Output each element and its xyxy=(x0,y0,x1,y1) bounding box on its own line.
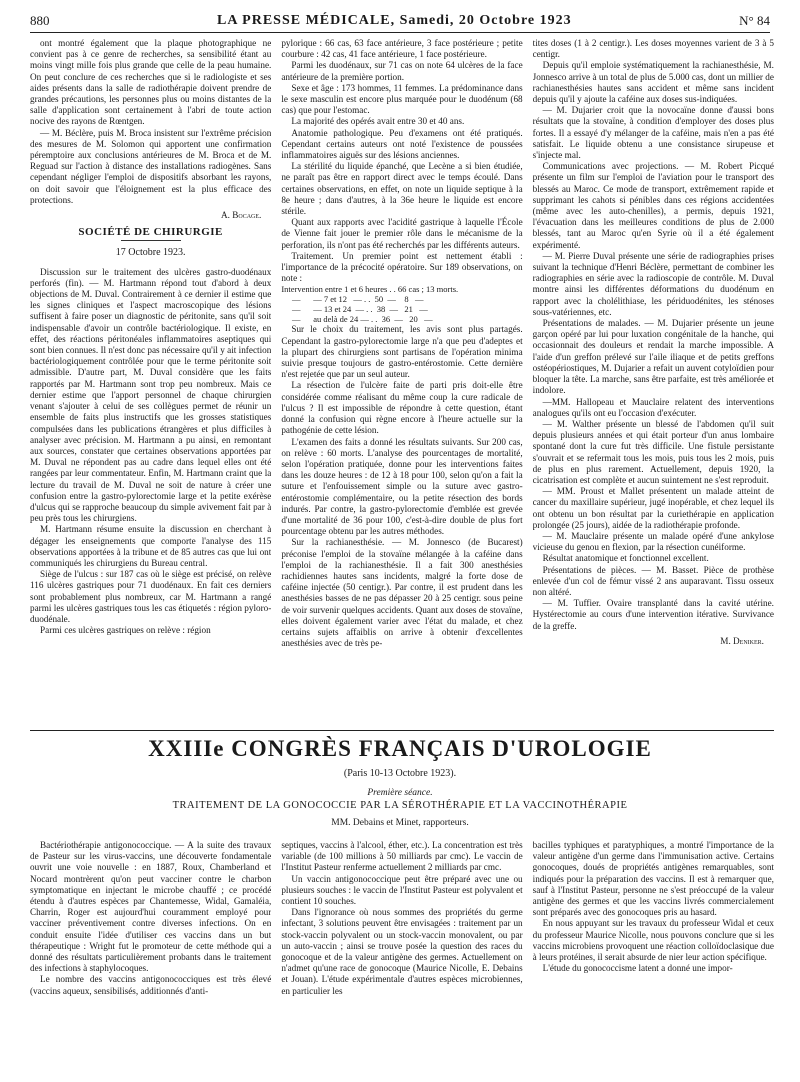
paragraph: Traitement. Un premier point est nettement établi : l'importance de la précocité opératoire. Sur 189 observations, on note : xyxy=(281,250,523,284)
bottom-column-1 xyxy=(30,840,271,1076)
paragraph: M. Hartmann résume ensuite la discussion en cherchant à dégager les enseignements que comporte l'analyse des 115 observations apportées à la tribune et de 85 autres cas que lui ont communiqués les chirurgiens du Bureau central. xyxy=(30,524,272,568)
paragraph: septiques, vaccins à l'alcool, éther, etc.). La concentration est très variable (de 100 millions à 50 milliards par cmc). Le vaccin de l'Institut Pasteur renferme actuellement 2 milliards par cmc. xyxy=(281,840,523,873)
paragraph: Résultat anatomique et fonctionnel excellent. xyxy=(542,553,709,564)
page-header xyxy=(30,10,770,33)
bottom-columns xyxy=(30,840,774,1076)
paragraph: Le nombre des vaccins antigonococciques est très élevé (vaccins aqueux, sensibilisés, additionnés d'anti- xyxy=(30,974,272,996)
paragraph: Présentations de pièces. — M. Basset. Pièce de prothèse enlevée d'un col de fémur vissé 2 ans auparavant. Tissu osseux non altéré. xyxy=(532,564,774,597)
table-row: — — 13 et 24 — . . 38 — 21 — xyxy=(281,304,428,315)
page-number: 880 xyxy=(30,13,50,28)
journal-title: LA PRESSE MÉDICALE, Samedi, 20 Octobre 1923 xyxy=(216,13,572,28)
paragraph: Parmi les duodénaux, sur 71 cas on note 64 ulcères de la face antérieure de la première portion. xyxy=(281,60,523,82)
paragraph: bacilles typhiques et paratyphiques, a montré l'importance de la valeur antigène d'un germe dans l'immunisation active. Certains gonocoques, doués de propriétés antigènes remarquables, sont indiqués pour la préparation des vaccins. Il est à remarquer que, sauf à l'Institut Pasteur, personne ne s'est préoccupé de la valeur antigène des germes et que les vaccins livrés commercialement sont préparés avec des gonocoques pris au hasard. xyxy=(532,840,774,918)
article-title: TRAITEMENT DE LA GONOCOCCIE PAR LA SÉROTHÉRAPIE ET LA VACCINOTHÉRAPIE xyxy=(172,800,628,811)
paragraph: Siège de l'ulcus : sur 187 cas où le siège est précisé, on relève 116 ulcères gastriques pour 71 duodénaux. En fait ces derniers sont probablement plus nombreux, car M. Hartmann a rangé parmi les ulcères gastriques tous les cas étiquetés : région pyloro-duodénale. xyxy=(30,569,272,624)
paragraph: Quant aux rapports avec l'acidité gastrique à laquelle l'École de Vienne fait jouer le premier rôle dans le mécanisme de la perforation, ils n'ont pas été recherchés par les différents auteurs. xyxy=(281,217,523,250)
signature: M. Deniker. xyxy=(720,635,764,646)
paragraph: Discussion sur le traitement des ulcères gastro-duodénaux perforés (fin). — M. Hartmann répond tout d'abord à deux objections de M. Duval. Contrairement à ce dernier il estime que les signes cliniques et l'aspect macroscopique des lésions suffisent à faire poser un diagnostic de péritonite, sans qu'il soit indispensable d'avoir un contrôle bactériologique. Il existe, en effet, des réactions péritonéales inflammatoires aseptiques qui sont bien connues. Il n'est donc pas nécessaire qu'il y ait infection bactériologiquement contrôlée pour que le terme péritonite soit admissible. D'autre part, M. Duval considère que les faits rapportés par M. Hartmann sont trop peu nombreux. Mais ce dernier estime que l'apport personnel de chaque chirurgien venant s'ajouter à celui de ses collègues permet de réunir un ensemble de faits plus instructifs que les grosses statistiques compulsées dans les publications étrangères et plus difficiles à analyser avec précision. M. Hartmann a pu ainsi, en remontant aux sources, constater que certaines observations apportées par M. Duval ne répondent pas au cadre dans lequel elles ont été rangées par leur commentateur. Enfin, M. Hartmann craint que la lecture du travail de M. Duval ne soit de nature à créer une confusion entre la gastro-pylorectomie large et la petite exérèse d'ulcus qui se rapproche beaucoup du simple avivement fait par à peu près tous les chirurgiens. xyxy=(30,266,272,524)
paragraph: — M. Béclère, puis M. Broca insistent sur l'extrême précision des mesures de M. Solomon qui apportent une confirmation péremptoire aux conclusions antérieures de M. Broca et de M. Reguad sur l'action à distance des installations radiogènes. Sans cependant négliger l'emploi de dispositifs absorbant les rayons, on doit savoir que l'éloignement est la plus efficace des protections. xyxy=(30,127,272,205)
session-label: Première séance. xyxy=(367,788,433,798)
paragraph: pylorique : 66 cas, 63 face antérieure, 3 face postérieure ; petite courbure : 42 cas, 41 face antérieure, 1 face postérieure. xyxy=(281,38,523,60)
paragraph: En nous appuyant sur les travaux du professeur Widal et ceux du professeur Maurice Nicolle, nous pouvons conclure que si les vaccins microbiens provoquent une réaction colloïdoclasique due à leurs protéines, il serait absurde de nier leur action spécifique. xyxy=(532,918,774,963)
paragraph: tites doses (1 à 2 centigr.). Les doses moyennes varient de 3 à 5 centigr. xyxy=(532,38,774,60)
paragraph: L'étude du gonococcisme latent a donné une impor- xyxy=(542,963,733,974)
paragraph: Bactériothérapie antigonococcique. — A la suite des travaux de Pasteur sur les virus-vaccins, une découverte fondamentale ouvrit une voie nouvelle : en 1887, Roux, Chamberland et Nocard montrèrent qu'on peut vacciner contre le charbon symptomatique en injectant le microbe chauffé ; ce procédé étendu à d'autres espèces par Chantemesse, Widal, Gamaléia, Charrin, Roger est aujourd'hui couramment employé pour vacciner préventivement contre diverses infections. On en conduit ensuite l'idée d'utiliser ces vaccins dans un but thérapeutique : Wright fut le promoteur de cette méthode qui a donné des résultats particulièrement probants dans le traitement des infections à staphylocoques. xyxy=(30,840,272,974)
section-divider xyxy=(121,240,181,241)
paragraph: — M. Dujarier croit que la novocaïne donne d'aussi bons résultats que la stovaïne, à condition d'employer des doses plus fortes. Il a essayé d'y mélanger de la caféine, mais n'en a pas été satisfait. Le liquide obtenu a une consistance sirupeuse et s'injecte mal. xyxy=(532,105,774,161)
bottom-column-3 xyxy=(533,840,774,1076)
column-3 xyxy=(533,38,774,728)
bottom-column-2 xyxy=(281,840,522,1076)
section-title: SOCIÉTÉ DE CHIRURGIE xyxy=(78,226,223,239)
paragraph: — M. Mauclaire présente un malade opéré d'une ankylose vicieuse du genou en flexion, par la résection cunéiforme. xyxy=(532,530,774,553)
table-row: Intervention entre 1 et 6 heures . . 66 cas ; 13 morts. xyxy=(281,284,459,295)
paragraph: Dans l'ignorance où nous sommes des propriétés du germe infectant, 3 solutions peuvent être envisagées : traitement par un stock-vaccin polyvalent ou un stock-vaccin monovalent, ou par un auto-vaccin ; ainsi se trouve posée la question des races du gonocoque et de la valeur antigène des germes. Actuellement on n'admet qu'une race de gonocoque (Maurice Nicolle, E. Debains et Jouan). L'étude expérimentale d'autres espèces microbiennes, en particulier les xyxy=(281,907,523,996)
horizontal-rule xyxy=(30,730,774,731)
paragraph: —MM. Hallopeau et Mauclaire relatent des interventions analogues qu'ils ont eu l'occasion d'exécuter. xyxy=(532,396,774,418)
paragraph: Communications avec projections. — M. Robert Picqué présente un film sur l'emploi de l'aviation pour le transport des blessés au Maroc. Ce mode de transport, extrêmement rapide et supprimant les cahots si pénibles dans ces régions accidentées (même avec les auto-chenilles), a permis, depuis 1921, l'évacuation dans les meilleures conditions de plus de 2.000 blessés, tant au Maroc qu'en Syrie où il a été également expérimenté. xyxy=(532,161,774,250)
paragraph: Depuis qu'il emploie systématiquement la rachianesthésie, M. Jonnesco arrive à un total de plus de 5.000 cas, dont un millier de rachianesthésies hautes sans accident et même sans incident depuis qu'il y ajoute la caféine aux doses sus-indiquées. xyxy=(532,60,774,105)
paragraph: Sur la rachianesthésie. — M. Jonnesco (de Bucarest) préconise l'emploi de la stovaïne mélangée à la caféine dans l'emploi de la rachianesthésie. Il a fait 300 anesthésies rachidiennes hautes sans incidents, malgré la forte dose de caféine injectée (50 centigr.). Par contre, il est prudent dans les anesthésies basses de ne pas dépasser 20 à 25 centigr. sous peine de voir survenir quelques accidents. Quant aux doses de stovaïne, elles doivent également varier avec l'état du malade, et chez certains sujets affaiblis on arrive à obtenir d'excellentes anesthésies avec de très pe- xyxy=(281,537,523,649)
paragraph: Présentations de malades. — M. Dujarier présente un jeune garçon opéré par lui pour luxation congénitale de la hanche, qui occasionnait des douleurs et rendait la marche impossible. A l'aide d'un greffon prélevé sur l'aile iliaque et de petits greffons ostéopériostiques, M. Dujarier a refait un auvent cotyloïdien pour bloquer la tête. La marche, sans être parfaite, est très améliorée et indolore. xyxy=(532,318,774,396)
paragraph: — MM. Proust et Mallet présentent un malade atteint de cancer du maxillaire supérieur, jugé inopérable, et chez lequel ils ont obtenu un bon résultat par la curiethérapie en application prolongée (25 jours), aidée de la radiothérapie profonde. xyxy=(532,486,774,530)
issue-number: N° 84 xyxy=(739,13,770,28)
paragraph: La stérilité du liquide épanché, que Lecène a si bien étudiée, ne paraît pas être en rapport direct avec le temps écoulé. Dans certaines observations, en effet, on note un liquide septique à la 8e heure ; dans d'autres, à la 36e heure le liquide est encore stérile. xyxy=(281,161,523,217)
table-row: — — 7 et 12 — . . 50 — 8 — xyxy=(281,294,424,305)
paragraph: La majorité des opérés avait entre 30 et 40 ans. xyxy=(291,116,465,127)
column-2 xyxy=(281,38,522,728)
column-1 xyxy=(30,38,271,728)
paragraph: — M. Tuffier. Ovaire transplanté dans la cavité utérine. Hystérectomie au cours d'une intervention itérative. Survivance de la greffe. xyxy=(532,598,774,631)
paragraph: Parmi ces ulcères gastriques on relève : région xyxy=(40,625,211,636)
paragraph: Anatomie pathologique. Peu d'examens ont été pratiqués. Cependant certains auteurs ont noté l'existence de poussées inflammatoires aiguës sur des lésions anciennes. xyxy=(281,127,523,161)
rapporteurs: MM. Debains et Minet, rapporteurs. xyxy=(331,818,469,828)
congress-title: XXIIIe CONGRÈS FRANÇAIS D'UROLOGIE xyxy=(148,736,652,761)
paragraph: L'examen des faits a donné les résultats suivants. Sur 200 cas, on relève : 60 morts. L'analyse des pourcentages de mortalité, selon l'opération pratiquée, donne pour les interventions faites dans les douze heures : de 12 à 18 pour 100, selon qu'on a fait la suture et l'enfouissement simple ou la suture avec gastro-entérostomie complémentaire, ou la petite résection des bords indurés. Par contre, la gastro-pylorectomie d'emblée est grevée d'une mortalité de 36 pour 100, c'est-à-dire double de plus fort pourcentage obtenu par les autres méthodes. xyxy=(281,436,523,537)
paragraph: Sexe et âge : 173 hommes, 11 femmes. La prédominance dans le sexe masculin est encore plus marquée pour le duodénum (68 cas) que pour l'estomac. xyxy=(281,82,523,116)
paragraph: — M. Walther présente un blessé de l'abdomen qu'il suit depuis plusieurs années et qui était porteur d'un anus lombaire spontané dont la cure fut très difficile. Une fistule persistante s'ouvrait et se refermait tous les mois, puis tous les 2 mois, puis de plus en plus rarement. Actuellement, depuis 1920, la cicatrisation est complète et aucun suintement ne s'est reproduit. xyxy=(532,418,774,485)
congress-subtitle: (Paris 10-13 Octobre 1923). xyxy=(343,768,457,779)
paragraph: Sur le choix du traitement, les avis sont plus partagés. Cependant la gastro-pylorectomie large n'a que peu d'adeptes et la plupart des chirurgiens sont partisans de l'opération minima suivie presque toujours de gastro-entérostomie. Cette dernière n'est rejetée que par un seul auteur. xyxy=(281,324,523,380)
signature: A. Bocage. xyxy=(221,210,262,221)
top-columns xyxy=(30,38,774,728)
paragraph: ont montré également que la plaque photographique ne convient pas à ce genre de recherches, sa sensibilité étant au moins vingt mille fois plus grande que celle de la peau humaine. On peut conclure de ces recherches que si le radiologiste et ses aides présents dans la salle de radiothérapie doivent prendre de grandes précautions, les personnes plus ou moins distantes de la salle d'application sont certainement à l'abri de toute action nocive des rayons de Rœntgen. xyxy=(30,38,272,127)
paragraph: La résection de l'ulcère faite de parti pris doit-elle être considérée comme réalisant du même coup la cure radicale de l'ulcus ? Il est impossible de répondre à cette question, étant donné la confusion qui règne encore à l'heure actuelle sur la pathogénie de cette lésion. xyxy=(281,380,523,436)
table-row: — au delà de 24 — . . 36 — 20 — xyxy=(281,314,433,325)
paragraph: Un vaccin antigonococcique peut être préparé avec une ou plusieurs souches : le vaccin de l'Institut Pasteur est polyvalent et contient 10 souches. xyxy=(281,873,523,907)
paragraph: — M. Pierre Duval présente une série de radiographies prises suivant la technique d'Henri Béclère, permettant de combiner les radiographies en série avec la radioscopie de contrôle. M. Duval montre ainsi les différentes déformations du duodénum en rapport avec la cholélithiase, les périduodénites, les sténoses sous-vatériennes, etc. xyxy=(532,250,774,317)
section-date: 17 Octobre 1923. xyxy=(115,247,186,259)
